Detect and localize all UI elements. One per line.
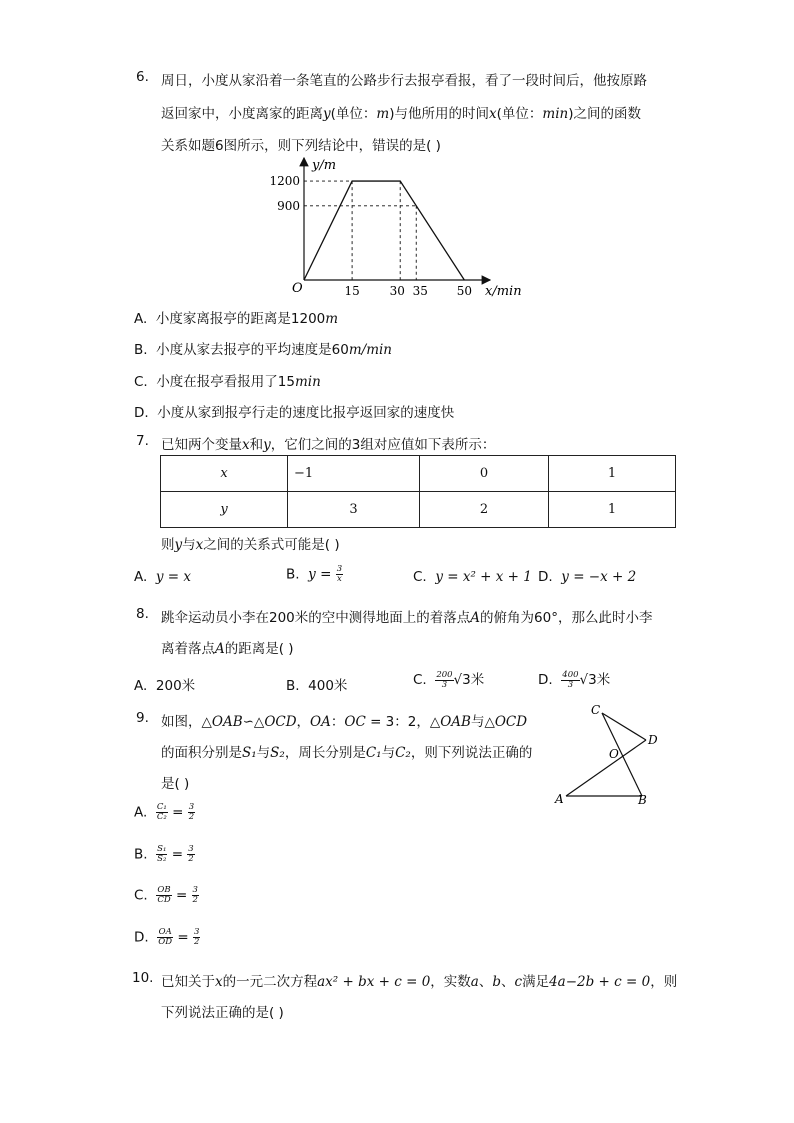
q6-option-c[interactable]: C. 小度在报亭看报用了15min [134,374,321,390]
x-tick-label: 15 [344,284,360,298]
y-tick-label: 900 [277,198,300,213]
vertex-o-label: O [609,747,619,761]
q6-option-b[interactable]: B. 小度从家去报亭的平均速度是60m/min [134,342,393,358]
q9-stem-line1: 如图，△OAB∽△OCD，OA：OC = 3：2，△OAB与△OCD [161,714,528,730]
x-tick-label: 30 [389,284,405,298]
q8-number: 8. [136,606,149,622]
q7-follow-up: 则y与x之间的关系式可能是( ) [161,537,340,553]
y-tick-label: 1200 [269,174,300,189]
distance-time-graph [269,150,530,302]
q8-option-b[interactable]: B. 400米 [286,678,348,694]
table-row [161,492,676,528]
x-tick-label: 50 [456,284,472,298]
q7-value-table [160,455,676,528]
q9-number: 9. [136,710,149,726]
q6-stem-line3: 关系如题6图所示，则下列结论中，错误的是( ) [161,138,441,154]
table-cell: x [161,456,288,492]
q6-option-d[interactable]: D. 小度从家到报亭行走的速度比报亭返回家的速度快 [134,405,455,421]
q9-stem-line3: 是( ) [161,776,190,792]
table-row [161,456,676,492]
q9-stem-line2: 的面积分别是S₁与S₂，周长分别是C₁与C₂，则下列说法正确的 [161,745,533,761]
y-axis-label: y/m [312,158,337,173]
q7-stem: 已知两个变量x和y，它们之间的3组对应值如下表所示： [161,437,496,453]
q7-option-c[interactable]: C. y = x² + x + 1 [413,569,532,585]
q7-option-d[interactable]: D. y = −x + 2 [538,569,637,585]
vertex-b-label: B [638,793,647,807]
q9-option-a[interactable]: A. $\frac{\text{C₁}}{\text{C₂}}$ = $\frac{3}{2}$ [134,802,195,822]
q9-option-c[interactable]: C. $\frac{OB}{CD}$ = $\frac{3}{2}$ [134,885,198,905]
q7-number: 7. [136,433,149,449]
segment-ad [566,740,646,796]
distance-series-line [304,181,464,280]
table-cell: 2 [420,492,549,528]
q8-option-d[interactable]: D. $\frac{400}{3}$ √3米 [538,669,611,690]
table-cell: 0 [420,456,549,492]
table-cell: y [161,492,288,528]
q6-option-a[interactable]: A. 小度家离报亭的距离是1200m [134,311,339,327]
x-axis-label: x/min [485,284,522,299]
x-tick-label: 35 [412,284,428,298]
origin-label: O [292,281,303,296]
table-cell: 1 [549,456,676,492]
q6-stem-line1: 周日，小度从家沿着一条笔直的公路步行去报亭看报，看了一段时间后，他按原路 [161,73,647,89]
vertex-a-label: A [555,792,564,806]
table-cell: 3 [288,492,420,528]
q8-stem-line1: 跳伞运动员小李在200米的空中测得地面上的着落点A的俯角为60°，那么此时小李 [161,610,653,626]
q8-option-a[interactable]: A. 200米 [134,678,196,694]
similar-triangles-figure [552,700,664,810]
q6-number: 6. [136,69,149,85]
q9-option-b[interactable]: B. $\frac{\text{S₁}}{\text{S₂}}$ = $\frac{3}{2}$ [134,844,194,864]
q10-stem-line2: 下列说法正确的是( ) [161,1005,284,1021]
q8-stem-line2: 离着落点A的距离是( ) [161,641,294,657]
vertex-c-label: C [591,703,601,717]
q10-number: 10. [132,970,154,986]
table-cell: 1 [549,492,676,528]
q9-option-d[interactable]: D. $\frac{OA}{OD}$ = $\frac{3}{2}$ [134,927,200,947]
q6-stem-line2: 返回家中，小度离家的距离y(单位：m)与他所用的时间x(单位：min)之间的函数 [161,106,642,122]
q7-option-b[interactable]: B. y = $\frac{3}{x}$ [286,564,343,584]
q10-stem-line1: 已知关于x的一元二次方程ax² + bx + c = 0，实数a、b、c满足4a−2b + c = 0，则 [161,974,678,990]
q7-option-a[interactable]: A. y = x [134,569,192,585]
q8-option-c[interactable]: C. $\frac{200}{3}$ √3米 [413,669,485,690]
vertex-d-label: D [648,733,658,747]
table-cell: −1 [288,456,420,492]
